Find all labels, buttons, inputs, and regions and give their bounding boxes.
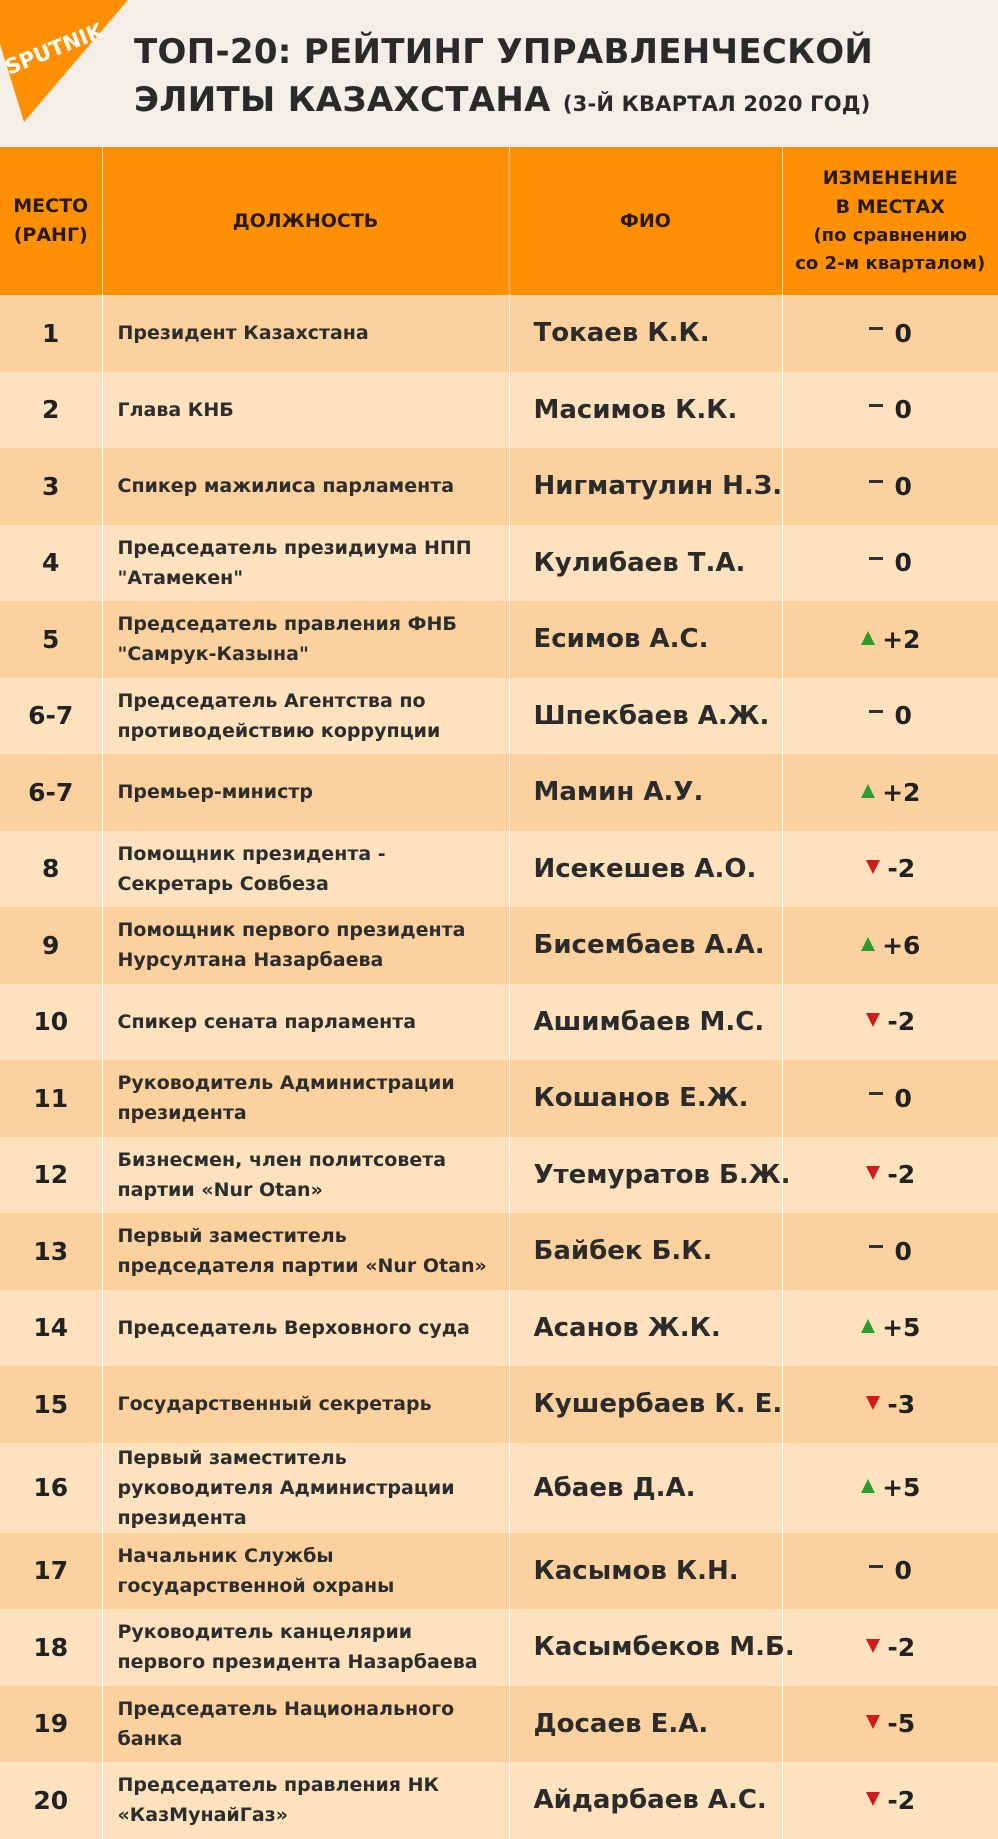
up-arrow-icon [860, 783, 876, 799]
up-arrow-icon [860, 1478, 876, 1494]
change-value: +2 [882, 777, 921, 807]
change-cell [782, 525, 998, 602]
position-cell: Председатель Верховного суда [102, 1290, 509, 1367]
no-change-icon [869, 1245, 883, 1248]
name-cell: Айдарбаев А.С. [509, 1762, 782, 1839]
position-cell: Председатель президиума НПП "Атамекен" [102, 525, 509, 602]
name-cell: Кошанов Е.Ж. [509, 1060, 782, 1137]
position-cell: Спикер мажилиса парламента [102, 448, 509, 525]
no-change-icon [869, 1565, 883, 1568]
down-arrow-icon [865, 1638, 881, 1654]
rank-cell: 8 [0, 831, 102, 908]
position-cell: Руководитель канцелярии первого президента Назарбаева [102, 1609, 509, 1686]
rank-cell: 19 [0, 1686, 102, 1763]
change-cell [782, 754, 998, 831]
change-cell [782, 678, 998, 755]
change-cell [782, 1609, 998, 1686]
name-cell: Касымов К.Н. [509, 1533, 782, 1610]
position-cell: Председатель правления ФНБ "Самрук-Казына" [102, 601, 509, 678]
table-row [0, 1609, 998, 1686]
change-cell [782, 1443, 998, 1533]
logo-text: SPUTNIK [1, 18, 107, 80]
header [0, 0, 998, 147]
name-cell: Байбек Б.К. [509, 1213, 782, 1290]
column-header-rank: МЕСТО (РАНГ) [0, 147, 102, 295]
change-value: 0 [894, 395, 912, 425]
name-cell: Утемуратов Б.Ж. [509, 1137, 782, 1214]
change-cell [782, 831, 998, 908]
rank-cell: 6-7 [0, 754, 102, 831]
rank-cell: 4 [0, 525, 102, 602]
up-arrow-icon [860, 630, 876, 646]
down-arrow-icon [865, 1012, 881, 1028]
change-cell [782, 1686, 998, 1763]
change-cell [782, 1762, 998, 1839]
no-change-icon [869, 1092, 883, 1095]
change-cell [782, 601, 998, 678]
sputnik-logo [0, 0, 130, 124]
name-cell: Масимов К.К. [509, 372, 782, 449]
rank-cell: 10 [0, 984, 102, 1061]
name-cell: Мамин А.У. [509, 754, 782, 831]
rank-cell: 20 [0, 1762, 102, 1839]
change-value: 0 [894, 1556, 912, 1586]
change-value: -2 [887, 1632, 916, 1662]
rating-table [0, 147, 998, 1839]
change-value: -3 [887, 1389, 916, 1419]
change-cell [782, 907, 998, 984]
rank-cell: 11 [0, 1060, 102, 1137]
name-cell: Исекешев А.О. [509, 831, 782, 908]
table-row [0, 1443, 998, 1533]
change-cell [782, 1213, 998, 1290]
change-cell [782, 372, 998, 449]
up-arrow-icon [860, 936, 876, 952]
change-value: 0 [894, 318, 912, 348]
no-change-icon [869, 557, 883, 560]
down-arrow-icon [865, 1165, 881, 1181]
page-title [134, 28, 873, 128]
column-header-change: ИЗМЕНЕНИЕ В МЕСТАХ (по сравнению со 2-м кварталом) [782, 147, 998, 295]
table-header-row [0, 147, 998, 295]
title-line-1: ТОП-20: РЕЙТИНГ УПРАВЛЕНЧЕСКОЙ [134, 32, 874, 72]
column-header-position: ДОЛЖНОСТЬ [102, 147, 509, 295]
table-row [0, 601, 998, 678]
change-value: 0 [894, 701, 912, 731]
change-cell [782, 1060, 998, 1137]
rank-cell: 17 [0, 1533, 102, 1610]
name-cell: Кушербаев К. Е. [509, 1366, 782, 1443]
rank-cell: 18 [0, 1609, 102, 1686]
change-value: +2 [882, 624, 921, 654]
up-arrow-icon [860, 1318, 876, 1334]
table-body [0, 295, 998, 1839]
rank-cell: 9 [0, 907, 102, 984]
table-row [0, 1686, 998, 1763]
change-cell [782, 1290, 998, 1367]
change-value: +5 [882, 1473, 921, 1502]
change-value: +5 [882, 1313, 921, 1343]
down-arrow-icon [865, 1714, 881, 1730]
table-row [0, 448, 998, 525]
change-cell [782, 984, 998, 1061]
change-value: 0 [894, 1083, 912, 1113]
table-row [0, 831, 998, 908]
change-value: -2 [887, 854, 916, 884]
rank-cell: 2 [0, 372, 102, 449]
rank-cell: 12 [0, 1137, 102, 1214]
table-row [0, 525, 998, 602]
subtitle: (3-Й КВАРТАЛ 2020 ГОД) [562, 92, 871, 116]
change-value: -2 [887, 1160, 916, 1190]
rank-cell: 1 [0, 295, 102, 372]
position-cell: Помощник президента - Секретарь Совбеза [102, 831, 509, 908]
change-value: +6 [882, 930, 921, 960]
name-cell: Касымбеков М.Б. [509, 1609, 782, 1686]
name-cell: Кулибаев Т.А. [509, 525, 782, 602]
table-row [0, 1290, 998, 1367]
change-value: 0 [894, 471, 912, 501]
no-change-icon [869, 327, 883, 330]
table-row [0, 1137, 998, 1214]
column-header-name: ФИО [509, 147, 782, 295]
no-change-icon [869, 404, 883, 407]
table-row [0, 295, 998, 372]
table-row [0, 1060, 998, 1137]
table-row [0, 678, 998, 755]
name-cell: Бисембаев А.А. [509, 907, 782, 984]
title-line-2-text: ЭЛИТЫ КАЗАХСТАНА [134, 80, 551, 120]
change-cell [782, 295, 998, 372]
change-cell [782, 1137, 998, 1214]
position-cell: Руководитель Администрации президента [102, 1060, 509, 1137]
table-row [0, 372, 998, 449]
position-cell: Глава КНБ [102, 372, 509, 449]
position-cell: Помощник первого президента Нурсултана Назарбаева [102, 907, 509, 984]
rank-cell: 13 [0, 1213, 102, 1290]
no-change-icon [869, 480, 883, 483]
rank-cell: 15 [0, 1366, 102, 1443]
title-line-2 [134, 76, 873, 128]
change-value: -2 [887, 1007, 916, 1037]
table-row [0, 1213, 998, 1290]
position-cell: Государственный секретарь [102, 1366, 509, 1443]
position-cell: Спикер сената парламента [102, 984, 509, 1061]
change-value: 0 [894, 1236, 912, 1266]
position-cell: Президент Казахстана [102, 295, 509, 372]
name-cell: Нигматулин Н.З. [509, 448, 782, 525]
down-arrow-icon [865, 1395, 881, 1411]
table-row [0, 1533, 998, 1610]
table-row [0, 1366, 998, 1443]
rank-cell: 5 [0, 601, 102, 678]
position-cell: Первый заместитель руководителя Администрации президента [102, 1443, 509, 1533]
position-cell: Бизнесмен, член политсовета партии «Nur Otan» [102, 1137, 509, 1214]
change-cell [782, 1366, 998, 1443]
position-cell: Первый заместитель председателя партии «Nur Otan» [102, 1213, 509, 1290]
position-cell: Председатель Национального банка [102, 1686, 509, 1763]
name-cell: Ашимбаев М.С. [509, 984, 782, 1061]
down-arrow-icon [865, 1791, 881, 1807]
position-cell: Председатель правления НК «КазМунайГаз» [102, 1762, 509, 1839]
change-cell [782, 448, 998, 525]
name-cell: Токаев К.К. [509, 295, 782, 372]
rank-cell: 16 [0, 1443, 102, 1533]
change-value: -5 [887, 1709, 916, 1739]
table-row [0, 1762, 998, 1839]
no-change-icon [869, 710, 883, 713]
rank-cell: 3 [0, 448, 102, 525]
table-row [0, 984, 998, 1061]
change-value: -2 [887, 1785, 916, 1815]
table-row [0, 754, 998, 831]
down-arrow-icon [865, 859, 881, 875]
name-cell: Шпекбаев А.Ж. [509, 678, 782, 755]
position-cell: Начальник Службы государственной охраны [102, 1533, 509, 1610]
position-cell: Председатель Агентства по противодействию коррупции [102, 678, 509, 755]
change-cell [782, 1533, 998, 1610]
table-row [0, 907, 998, 984]
name-cell: Абаев Д.А. [509, 1443, 782, 1533]
name-cell: Досаев Е.А. [509, 1686, 782, 1763]
rank-cell: 6-7 [0, 678, 102, 755]
name-cell: Асанов Ж.К. [509, 1290, 782, 1367]
rank-cell: 14 [0, 1290, 102, 1367]
position-cell: Премьер-министр [102, 754, 509, 831]
change-value: 0 [894, 548, 912, 578]
name-cell: Есимов А.С. [509, 601, 782, 678]
